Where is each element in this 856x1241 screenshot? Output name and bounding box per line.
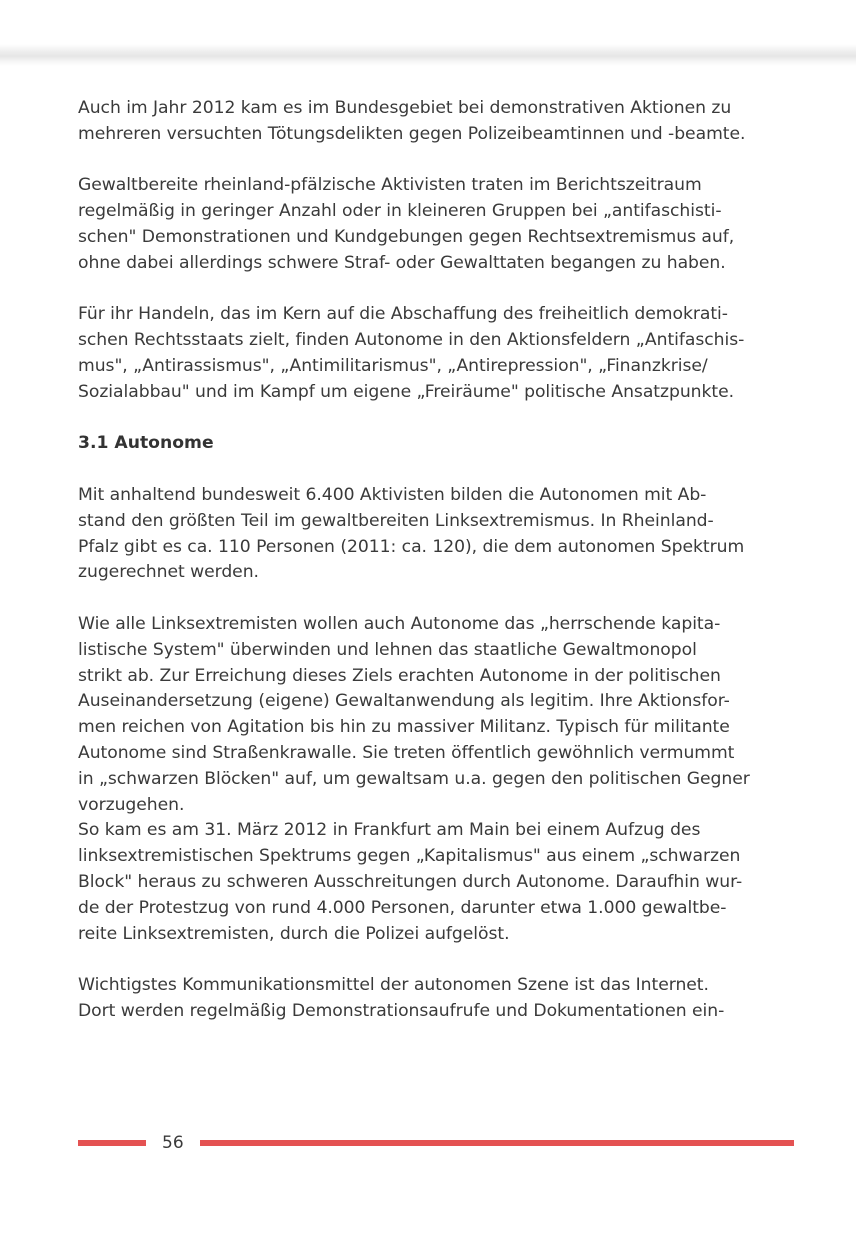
footer-accent-bar-left bbox=[78, 1140, 146, 1146]
paragraph-internet bbox=[78, 973, 798, 1025]
text-line: Dort werden regelmäßig Demonstrationsaufrufe und Dokumentationen ein- bbox=[78, 1000, 725, 1021]
text-line: Autonome sind Straßenkrawalle. Sie treten öffentlich gewöhnlich vermummt bbox=[78, 742, 735, 763]
text-line: linksextremistischen Spektrums gegen „Kapitalismus" aus einem „schwarzen bbox=[78, 846, 741, 867]
text-line: listische System" überwinden und lehnen das staatliche Gewaltmonopol bbox=[78, 639, 697, 660]
text-line: Gewaltbereite rheinland-pfälzische Aktivisten traten im Berichtszeitraum bbox=[78, 175, 702, 196]
page-footer bbox=[78, 1130, 794, 1156]
text-line: vorzugehen. bbox=[78, 794, 185, 815]
text-line: schen" Demonstrationen und Kundgebungen gegen Rechtsextremismus auf, bbox=[78, 226, 735, 247]
text-line: regelmäßig in geringer Anzahl oder in kleineren Gruppen bei „antifaschisti- bbox=[78, 201, 722, 222]
text-line: Wie alle Linksextremisten wollen auch Autonome das „herrschende kapita- bbox=[78, 613, 721, 634]
scan-shadow bbox=[0, 44, 856, 66]
text-line: mehreren versuchten Tötungsdelikten gegen Polizeibeamtinnen und -beamte. bbox=[78, 123, 746, 144]
paragraph-rlp-activists bbox=[78, 173, 798, 276]
text-line: zugerechnet werden. bbox=[78, 562, 259, 583]
text-line: Pfalz gibt es ca. 110 Personen (2011: ca. 120), die dem autonomen Spektrum bbox=[78, 536, 745, 557]
text-line: ohne dabei allerdings schwere Straf- oder Gewalttaten begangen zu haben. bbox=[78, 252, 726, 273]
paragraph-autonome-goals bbox=[78, 612, 798, 947]
text-line: Wichtigstes Kommunikationsmittel der autonomen Szene ist das Internet. bbox=[78, 975, 709, 996]
text-line: reite Linksextremisten, durch die Polizei aufgelöst. bbox=[78, 923, 510, 944]
footer-accent-bar-right bbox=[200, 1140, 794, 1146]
text-line: schen Rechtsstaats zielt, finden Autonome in den Aktionsfeldern „Antifaschis- bbox=[78, 330, 745, 351]
text-line: Auch im Jahr 2012 kam es im Bundesgebiet bei demonstrativen Aktionen zu bbox=[78, 98, 732, 118]
page-body bbox=[78, 96, 798, 1025]
text-line: stand den größten Teil im gewaltbereiten Linksextremismus. In Rheinland- bbox=[78, 510, 714, 531]
page-number: 56 bbox=[162, 1133, 184, 1153]
text-line: mus", „Antirassismus", „Antimilitarismus", „Antirepression", „Finanzkrise/ bbox=[78, 355, 708, 376]
text-line: Auseinandersetzung (eigene) Gewaltanwendung als legitim. Ihre Aktionsfor- bbox=[78, 691, 730, 712]
text-line: Für ihr Handeln, das im Kern auf die Abschaffung des freiheitlich demokrati- bbox=[78, 304, 728, 325]
text-line: men reichen von Agitation bis hin zu massiver Militanz. Typisch für militante bbox=[78, 717, 730, 738]
text-line: Sozialabbau" und im Kampf um eigene „Freiräume" politische Ansatzpunkte. bbox=[78, 381, 735, 402]
paragraph-demonstration-attacks bbox=[78, 96, 798, 148]
section-heading: 3.1 Autonome bbox=[78, 433, 214, 454]
text-line: Block" heraus zu schweren Ausschreitungen durch Autonome. Daraufhin wur- bbox=[78, 871, 743, 892]
text-line: Mit anhaltend bundesweit 6.400 Aktivisten bilden die Autonomen mit Ab- bbox=[78, 484, 707, 505]
text-line: So kam es am 31. März 2012 in Frankfurt am Main bei einem Aufzug des bbox=[78, 820, 701, 841]
text-line: de der Protestzug von rund 4.000 Personen, darunter etwa 1.000 gewaltbe- bbox=[78, 897, 727, 918]
text-line: strikt ab. Zur Erreichung dieses Ziels erachten Autonome in der politischen bbox=[78, 665, 721, 686]
paragraph-autonome-count bbox=[78, 483, 798, 586]
text-line: in „schwarzen Blöcken" auf, um gewaltsam u.a. gegen den politischen Gegner bbox=[78, 768, 750, 789]
paragraph-action-fields bbox=[78, 302, 798, 405]
